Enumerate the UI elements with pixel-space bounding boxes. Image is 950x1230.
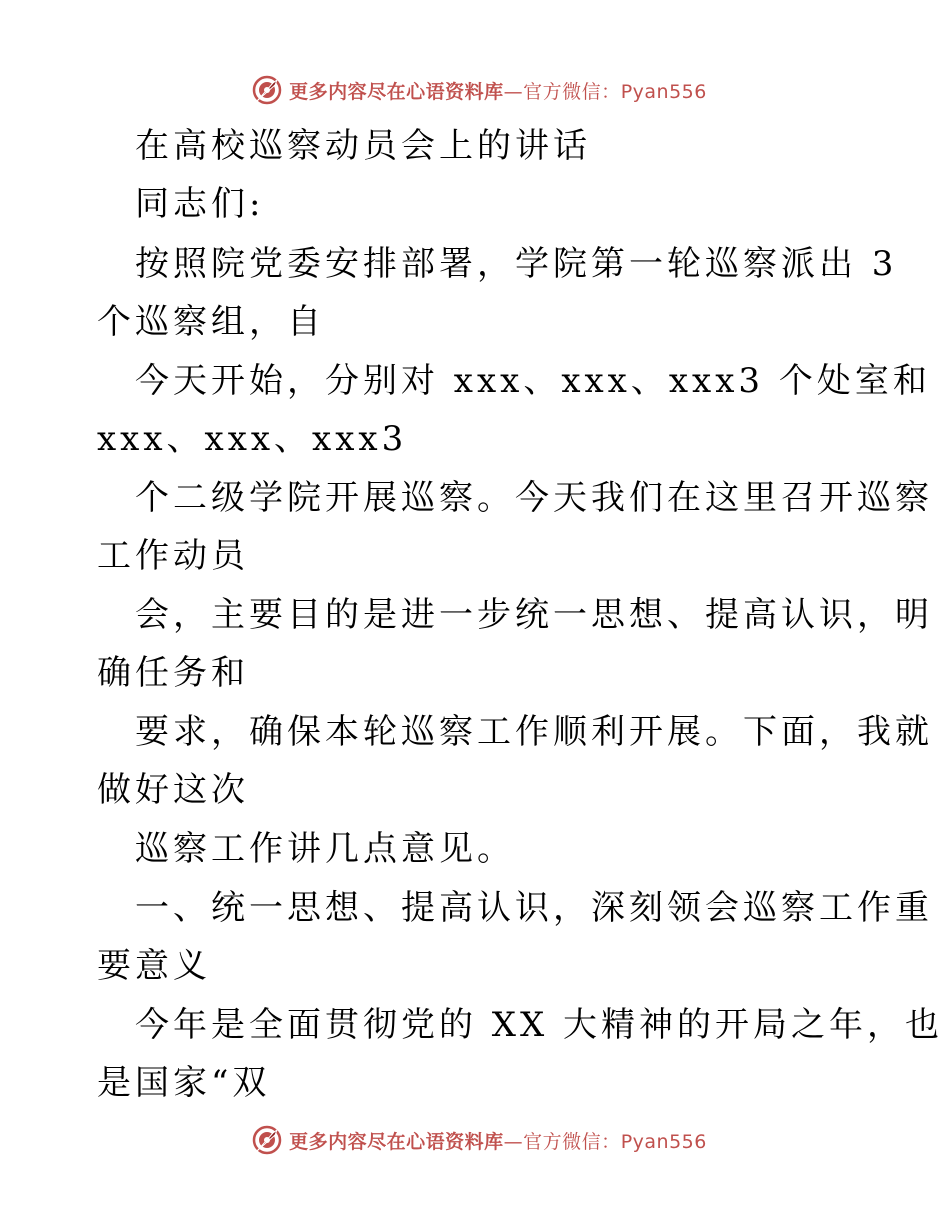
section-heading: 一、统一思想、提高认识，深刻领会巡察工作重 [135,888,933,928]
header-dash: — [503,80,524,103]
header-banner [0,70,950,110]
paragraph-line: 是国家“双 [97,1063,271,1103]
paragraph-line: 做好这次 [97,770,249,810]
paragraph-line: 巡察工作讲几点意见。 [135,829,515,869]
salutation: 同志们: [135,184,265,224]
header-wechat-label: 官方微信： [523,80,621,103]
paragraph-line: 工作动员 [97,536,249,576]
paragraph-line: 今天开始，分别对 xxx、xxx、xxx3 个处室和 [135,361,931,401]
paragraph-line: 要求，确保本轮巡察工作顺利开展。下面，我就 [135,712,933,752]
paragraph-line: 会，主要目的是进一步统一思想、提高认识，明 [135,595,933,635]
footer-site-text: 更多内容尽在心语资料库 [289,1130,504,1153]
paragraph-line: 今年是全面贯彻党的 XX 大精神的开局之年，也 [135,1005,944,1045]
footer-banner-inner [251,1124,707,1156]
footer-dash: — [503,1130,524,1153]
section-heading-cont: 要意义 [97,946,211,986]
footer-wechat-label: 官方微信： [523,1130,621,1153]
header-banner-inner [251,74,707,106]
quill-seal-icon [251,1124,283,1156]
header-site-text: 更多内容尽在心语资料库 [289,80,504,103]
quill-seal-icon [251,74,283,106]
header-wechat-id: Pyan556 [620,80,707,103]
footer-banner [0,1120,950,1160]
paragraph-line: xxx、xxx、xxx3 [97,419,408,459]
footer-wechat-id: Pyan556 [620,1130,707,1153]
document-title: 在高校巡察动员会上的讲话 [135,126,591,166]
paragraph-line: 确任务和 [97,653,249,693]
paragraph-line: 个二级学院开展巡察。今天我们在这里召开巡察 [135,478,933,518]
paragraph-line: 按照院党委安排部署，学院第一轮巡察派出 3 [135,244,898,284]
paragraph-line: 个巡察组，自 [97,302,325,342]
